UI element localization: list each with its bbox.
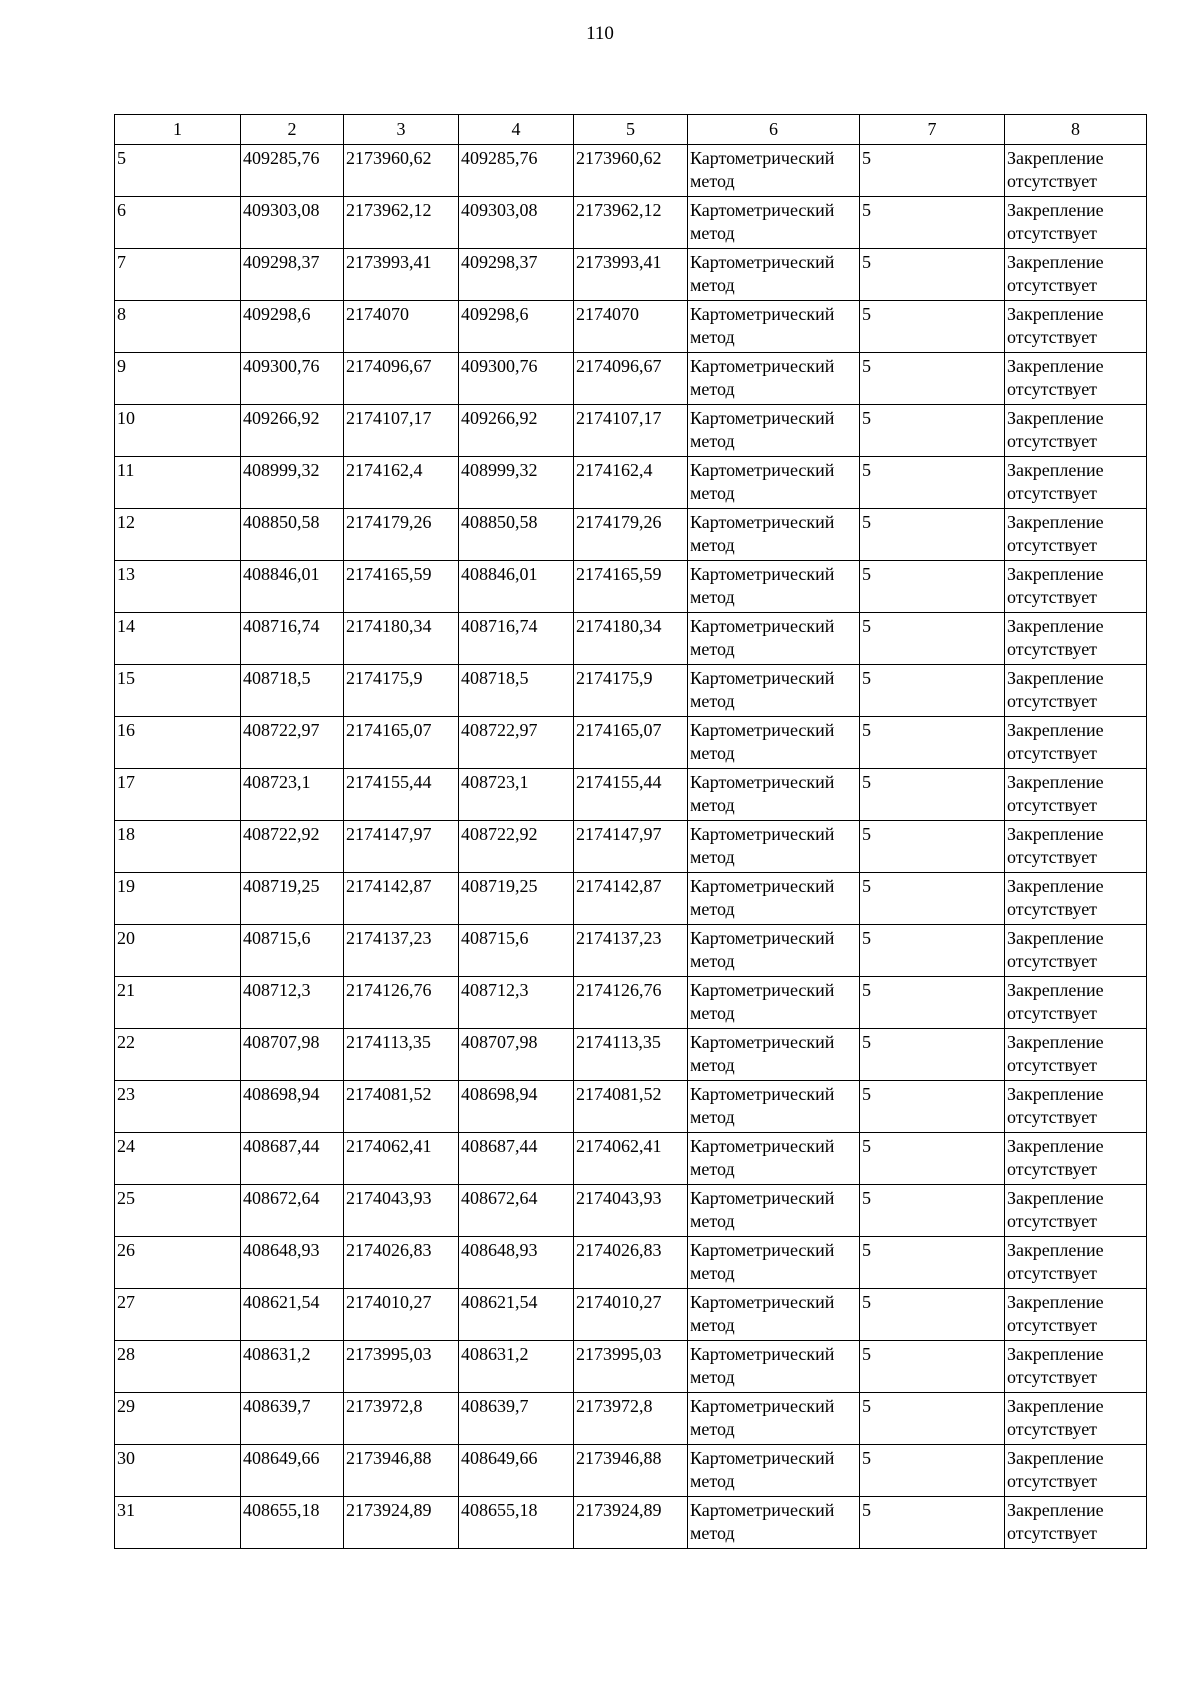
y-coordinate-cell: 2174113,35	[574, 1029, 688, 1081]
y-coordinate-cell: 2173960,62	[574, 145, 688, 197]
accuracy-cell: 5	[860, 301, 1005, 353]
x-coordinate-cell: 409298,37	[459, 249, 574, 301]
y-coordinate-cell: 2174180,34	[574, 613, 688, 665]
table-row	[115, 821, 1147, 873]
y-coordinate-cell: 2174165,07	[344, 717, 459, 769]
x-coordinate-cell: 409266,92	[459, 405, 574, 457]
accuracy-cell: 5	[860, 353, 1005, 405]
x-coordinate-cell: 409303,08	[241, 197, 344, 249]
table-row	[115, 1393, 1147, 1445]
x-coordinate-cell: 408631,2	[459, 1341, 574, 1393]
point-number-cell: 13	[115, 561, 241, 613]
method-cell: Картометрический метод	[688, 717, 860, 769]
x-coordinate-cell: 408649,66	[459, 1445, 574, 1497]
table-row	[115, 717, 1147, 769]
point-number-cell: 25	[115, 1185, 241, 1237]
method-cell: Картометрический метод	[688, 613, 860, 665]
fixing-description-cell: Закрепление отсутствует	[1005, 1185, 1147, 1237]
x-coordinate-cell: 408723,1	[241, 769, 344, 821]
accuracy-cell: 5	[860, 1185, 1005, 1237]
accuracy-cell: 5	[860, 1445, 1005, 1497]
fixing-description-cell: Закрепление отсутствует	[1005, 1497, 1147, 1549]
method-cell: Картометрический метод	[688, 1445, 860, 1497]
y-coordinate-cell: 2173993,41	[344, 249, 459, 301]
x-coordinate-cell: 409266,92	[241, 405, 344, 457]
y-coordinate-cell: 2173993,41	[574, 249, 688, 301]
y-coordinate-cell: 2174142,87	[574, 873, 688, 925]
y-coordinate-cell: 2174062,41	[574, 1133, 688, 1185]
coordinates-table	[114, 114, 1147, 1549]
y-coordinate-cell: 2174026,83	[344, 1237, 459, 1289]
x-coordinate-cell: 408687,44	[241, 1133, 344, 1185]
accuracy-cell: 5	[860, 1133, 1005, 1185]
point-number-cell: 11	[115, 457, 241, 509]
x-coordinate-cell: 408712,3	[459, 977, 574, 1029]
x-coordinate-cell: 408718,5	[459, 665, 574, 717]
fixing-description-cell: Закрепление отсутствует	[1005, 197, 1147, 249]
y-coordinate-cell: 2174107,17	[574, 405, 688, 457]
method-cell: Картометрический метод	[688, 925, 860, 977]
fixing-description-cell: Закрепление отсутствует	[1005, 769, 1147, 821]
accuracy-cell: 5	[860, 145, 1005, 197]
y-coordinate-cell: 2173962,12	[574, 197, 688, 249]
table-header	[115, 115, 1147, 145]
table-row	[115, 769, 1147, 821]
y-coordinate-cell: 2173946,88	[344, 1445, 459, 1497]
y-coordinate-cell: 2173972,8	[344, 1393, 459, 1445]
fixing-description-cell: Закрепление отсутствует	[1005, 353, 1147, 405]
x-coordinate-cell: 408712,3	[241, 977, 344, 1029]
accuracy-cell: 5	[860, 873, 1005, 925]
x-coordinate-cell: 408722,97	[459, 717, 574, 769]
x-coordinate-cell: 408698,94	[459, 1081, 574, 1133]
fixing-description-cell: Закрепление отсутствует	[1005, 301, 1147, 353]
x-coordinate-cell: 408850,58	[241, 509, 344, 561]
table-row	[115, 509, 1147, 561]
accuracy-cell: 5	[860, 821, 1005, 873]
accuracy-cell: 5	[860, 769, 1005, 821]
x-coordinate-cell: 408655,18	[459, 1497, 574, 1549]
point-number-cell: 7	[115, 249, 241, 301]
y-coordinate-cell: 2174081,52	[344, 1081, 459, 1133]
point-number-cell: 28	[115, 1341, 241, 1393]
y-coordinate-cell: 2173995,03	[574, 1341, 688, 1393]
fixing-description-cell: Закрепление отсутствует	[1005, 561, 1147, 613]
y-coordinate-cell: 2174096,67	[574, 353, 688, 405]
table-row	[115, 977, 1147, 1029]
x-coordinate-cell: 408698,94	[241, 1081, 344, 1133]
table-row	[115, 249, 1147, 301]
point-number-cell: 12	[115, 509, 241, 561]
y-coordinate-cell: 2173946,88	[574, 1445, 688, 1497]
method-cell: Картометрический метод	[688, 821, 860, 873]
point-number-cell: 22	[115, 1029, 241, 1081]
y-coordinate-cell: 2174043,93	[344, 1185, 459, 1237]
x-coordinate-cell: 409298,6	[241, 301, 344, 353]
accuracy-cell: 5	[860, 1497, 1005, 1549]
table-row	[115, 1341, 1147, 1393]
y-coordinate-cell: 2174107,17	[344, 405, 459, 457]
y-coordinate-cell: 2174165,59	[344, 561, 459, 613]
method-cell: Картометрический метод	[688, 1133, 860, 1185]
table-row	[115, 1497, 1147, 1549]
fixing-description-cell: Закрепление отсутствует	[1005, 1289, 1147, 1341]
table-row	[115, 1237, 1147, 1289]
x-coordinate-cell: 408621,54	[459, 1289, 574, 1341]
y-coordinate-cell: 2174081,52	[574, 1081, 688, 1133]
x-coordinate-cell: 409285,76	[241, 145, 344, 197]
page-number: 110	[586, 23, 614, 44]
point-number-cell: 23	[115, 1081, 241, 1133]
x-coordinate-cell: 408672,64	[459, 1185, 574, 1237]
x-coordinate-cell: 408707,98	[459, 1029, 574, 1081]
x-coordinate-cell: 408850,58	[459, 509, 574, 561]
x-coordinate-cell: 408715,6	[241, 925, 344, 977]
column-header: 6	[688, 115, 860, 145]
y-coordinate-cell: 2173960,62	[344, 145, 459, 197]
column-header: 2	[241, 115, 344, 145]
method-cell: Картометрический метод	[688, 1289, 860, 1341]
table-row	[115, 1133, 1147, 1185]
accuracy-cell: 5	[860, 405, 1005, 457]
x-coordinate-cell: 408716,74	[459, 613, 574, 665]
column-header: 1	[115, 115, 241, 145]
x-coordinate-cell: 408648,93	[241, 1237, 344, 1289]
accuracy-cell: 5	[860, 561, 1005, 613]
point-number-cell: 30	[115, 1445, 241, 1497]
method-cell: Картометрический метод	[688, 769, 860, 821]
accuracy-cell: 5	[860, 457, 1005, 509]
fixing-description-cell: Закрепление отсутствует	[1005, 1237, 1147, 1289]
table-row	[115, 1185, 1147, 1237]
point-number-cell: 19	[115, 873, 241, 925]
accuracy-cell: 5	[860, 613, 1005, 665]
point-number-cell: 16	[115, 717, 241, 769]
point-number-cell: 21	[115, 977, 241, 1029]
table-row	[115, 457, 1147, 509]
method-cell: Картометрический метод	[688, 1393, 860, 1445]
method-cell: Картометрический метод	[688, 1497, 860, 1549]
accuracy-cell: 5	[860, 197, 1005, 249]
y-coordinate-cell: 2174147,97	[344, 821, 459, 873]
method-cell: Картометрический метод	[688, 457, 860, 509]
accuracy-cell: 5	[860, 1289, 1005, 1341]
y-coordinate-cell: 2174155,44	[574, 769, 688, 821]
x-coordinate-cell: 408715,6	[459, 925, 574, 977]
fixing-description-cell: Закрепление отсутствует	[1005, 1393, 1147, 1445]
table-row	[115, 197, 1147, 249]
method-cell: Картометрический метод	[688, 1341, 860, 1393]
x-coordinate-cell: 408846,01	[459, 561, 574, 613]
point-number-cell: 6	[115, 197, 241, 249]
y-coordinate-cell: 2174155,44	[344, 769, 459, 821]
fixing-description-cell: Закрепление отсутствует	[1005, 1341, 1147, 1393]
fixing-description-cell: Закрепление отсутствует	[1005, 873, 1147, 925]
table-body	[115, 145, 1147, 1549]
x-coordinate-cell: 408649,66	[241, 1445, 344, 1497]
table-row	[115, 405, 1147, 457]
x-coordinate-cell: 408722,97	[241, 717, 344, 769]
fixing-description-cell: Закрепление отсутствует	[1005, 1029, 1147, 1081]
x-coordinate-cell: 408719,25	[241, 873, 344, 925]
x-coordinate-cell: 408846,01	[241, 561, 344, 613]
table-row	[115, 873, 1147, 925]
accuracy-cell: 5	[860, 1341, 1005, 1393]
x-coordinate-cell: 409298,6	[459, 301, 574, 353]
y-coordinate-cell: 2174179,26	[344, 509, 459, 561]
fixing-description-cell: Закрепление отсутствует	[1005, 1133, 1147, 1185]
table-row	[115, 665, 1147, 717]
y-coordinate-cell: 2174126,76	[344, 977, 459, 1029]
y-coordinate-cell: 2174180,34	[344, 613, 459, 665]
point-number-cell: 10	[115, 405, 241, 457]
x-coordinate-cell: 408639,7	[459, 1393, 574, 1445]
accuracy-cell: 5	[860, 1081, 1005, 1133]
y-coordinate-cell: 2174147,97	[574, 821, 688, 873]
x-coordinate-cell: 408672,64	[241, 1185, 344, 1237]
point-number-cell: 31	[115, 1497, 241, 1549]
y-coordinate-cell: 2174070	[344, 301, 459, 353]
accuracy-cell: 5	[860, 1029, 1005, 1081]
method-cell: Картометрический метод	[688, 145, 860, 197]
table-row	[115, 925, 1147, 977]
table-row	[115, 353, 1147, 405]
column-header: 7	[860, 115, 1005, 145]
y-coordinate-cell: 2174162,4	[574, 457, 688, 509]
x-coordinate-cell: 408718,5	[241, 665, 344, 717]
table-row	[115, 1029, 1147, 1081]
method-cell: Картометрический метод	[688, 353, 860, 405]
y-coordinate-cell: 2174113,35	[344, 1029, 459, 1081]
method-cell: Картометрический метод	[688, 1185, 860, 1237]
x-coordinate-cell: 408719,25	[459, 873, 574, 925]
y-coordinate-cell: 2173924,89	[344, 1497, 459, 1549]
header-row	[115, 115, 1147, 145]
y-coordinate-cell: 2174043,93	[574, 1185, 688, 1237]
x-coordinate-cell: 408639,7	[241, 1393, 344, 1445]
fixing-description-cell: Закрепление отсутствует	[1005, 1081, 1147, 1133]
method-cell: Картометрический метод	[688, 197, 860, 249]
table-row	[115, 1081, 1147, 1133]
x-coordinate-cell: 408621,54	[241, 1289, 344, 1341]
column-header: 5	[574, 115, 688, 145]
point-number-cell: 9	[115, 353, 241, 405]
y-coordinate-cell: 2174162,4	[344, 457, 459, 509]
y-coordinate-cell: 2174010,27	[344, 1289, 459, 1341]
accuracy-cell: 5	[860, 1393, 1005, 1445]
accuracy-cell: 5	[860, 665, 1005, 717]
y-coordinate-cell: 2174070	[574, 301, 688, 353]
point-number-cell: 26	[115, 1237, 241, 1289]
y-coordinate-cell: 2173972,8	[574, 1393, 688, 1445]
column-header: 3	[344, 115, 459, 145]
x-coordinate-cell: 409285,76	[459, 145, 574, 197]
y-coordinate-cell: 2174126,76	[574, 977, 688, 1029]
method-cell: Картометрический метод	[688, 1081, 860, 1133]
accuracy-cell: 5	[860, 717, 1005, 769]
fixing-description-cell: Закрепление отсутствует	[1005, 717, 1147, 769]
method-cell: Картометрический метод	[688, 405, 860, 457]
y-coordinate-cell: 2174137,23	[574, 925, 688, 977]
fixing-description-cell: Закрепление отсутствует	[1005, 665, 1147, 717]
point-number-cell: 18	[115, 821, 241, 873]
fixing-description-cell: Закрепление отсутствует	[1005, 821, 1147, 873]
y-coordinate-cell: 2173995,03	[344, 1341, 459, 1393]
y-coordinate-cell: 2174062,41	[344, 1133, 459, 1185]
fixing-description-cell: Закрепление отсутствует	[1005, 1445, 1147, 1497]
fixing-description-cell: Закрепление отсутствует	[1005, 249, 1147, 301]
x-coordinate-cell: 409298,37	[241, 249, 344, 301]
method-cell: Картометрический метод	[688, 1029, 860, 1081]
method-cell: Картометрический метод	[688, 249, 860, 301]
x-coordinate-cell: 408707,98	[241, 1029, 344, 1081]
y-coordinate-cell: 2174137,23	[344, 925, 459, 977]
fixing-description-cell: Закрепление отсутствует	[1005, 405, 1147, 457]
table-row	[115, 145, 1147, 197]
method-cell: Картометрический метод	[688, 509, 860, 561]
accuracy-cell: 5	[860, 925, 1005, 977]
y-coordinate-cell: 2173962,12	[344, 197, 459, 249]
x-coordinate-cell: 408631,2	[241, 1341, 344, 1393]
y-coordinate-cell: 2174010,27	[574, 1289, 688, 1341]
method-cell: Картометрический метод	[688, 561, 860, 613]
fixing-description-cell: Закрепление отсутствует	[1005, 925, 1147, 977]
point-number-cell: 29	[115, 1393, 241, 1445]
x-coordinate-cell: 409300,76	[459, 353, 574, 405]
y-coordinate-cell: 2174096,67	[344, 353, 459, 405]
y-coordinate-cell: 2174175,9	[574, 665, 688, 717]
method-cell: Картометрический метод	[688, 301, 860, 353]
table-row	[115, 613, 1147, 665]
accuracy-cell: 5	[860, 1237, 1005, 1289]
table-row	[115, 561, 1147, 613]
x-coordinate-cell: 408999,32	[459, 457, 574, 509]
x-coordinate-cell: 408722,92	[241, 821, 344, 873]
method-cell: Картометрический метод	[688, 873, 860, 925]
accuracy-cell: 5	[860, 249, 1005, 301]
column-header: 4	[459, 115, 574, 145]
method-cell: Картометрический метод	[688, 1237, 860, 1289]
x-coordinate-cell: 408687,44	[459, 1133, 574, 1185]
y-coordinate-cell: 2174175,9	[344, 665, 459, 717]
y-coordinate-cell: 2174165,07	[574, 717, 688, 769]
table-row	[115, 301, 1147, 353]
x-coordinate-cell: 408655,18	[241, 1497, 344, 1549]
x-coordinate-cell: 408716,74	[241, 613, 344, 665]
method-cell: Картометрический метод	[688, 665, 860, 717]
table-row	[115, 1445, 1147, 1497]
x-coordinate-cell: 409303,08	[459, 197, 574, 249]
y-coordinate-cell: 2173924,89	[574, 1497, 688, 1549]
point-number-cell: 20	[115, 925, 241, 977]
fixing-description-cell: Закрепление отсутствует	[1005, 457, 1147, 509]
fixing-description-cell: Закрепление отсутствует	[1005, 145, 1147, 197]
x-coordinate-cell: 408999,32	[241, 457, 344, 509]
accuracy-cell: 5	[860, 509, 1005, 561]
point-number-cell: 27	[115, 1289, 241, 1341]
fixing-description-cell: Закрепление отсутствует	[1005, 977, 1147, 1029]
table-row	[115, 1289, 1147, 1341]
point-number-cell: 24	[115, 1133, 241, 1185]
column-header: 8	[1005, 115, 1147, 145]
x-coordinate-cell: 408722,92	[459, 821, 574, 873]
y-coordinate-cell: 2174026,83	[574, 1237, 688, 1289]
method-cell: Картометрический метод	[688, 977, 860, 1029]
x-coordinate-cell: 408648,93	[459, 1237, 574, 1289]
fixing-description-cell: Закрепление отсутствует	[1005, 509, 1147, 561]
x-coordinate-cell: 409300,76	[241, 353, 344, 405]
x-coordinate-cell: 408723,1	[459, 769, 574, 821]
accuracy-cell: 5	[860, 977, 1005, 1029]
point-number-cell: 14	[115, 613, 241, 665]
y-coordinate-cell: 2174165,59	[574, 561, 688, 613]
y-coordinate-cell: 2174142,87	[344, 873, 459, 925]
point-number-cell: 8	[115, 301, 241, 353]
point-number-cell: 17	[115, 769, 241, 821]
fixing-description-cell: Закрепление отсутствует	[1005, 613, 1147, 665]
point-number-cell: 15	[115, 665, 241, 717]
y-coordinate-cell: 2174179,26	[574, 509, 688, 561]
point-number-cell: 5	[115, 145, 241, 197]
